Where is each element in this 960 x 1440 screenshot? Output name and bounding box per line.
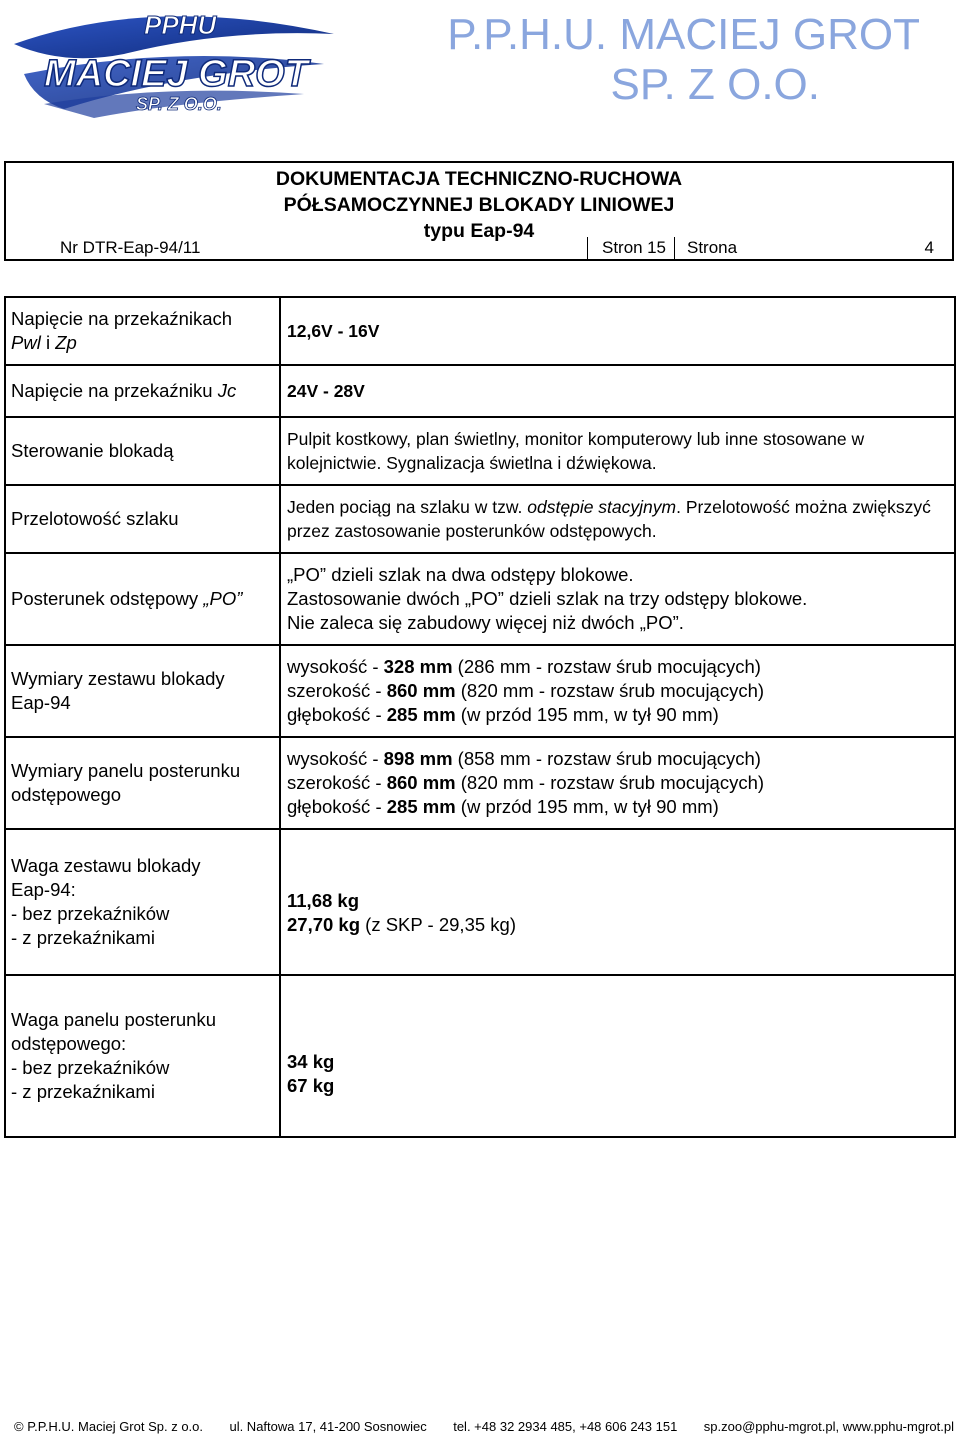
row-value: 24V - 28V <box>280 365 955 417</box>
pages-total: 15 <box>647 238 666 257</box>
specification-table <box>4 296 956 1138</box>
footer-address: ul. Naftowa 17, 41-200 Sosnowiec <box>229 1419 427 1434</box>
row-label: Sterowanie blokadą <box>5 417 280 485</box>
footer-copyright: © P.P.H.U. Maciej Grot Sp. z o.o. <box>14 1419 204 1434</box>
document-title-block <box>4 161 954 261</box>
pages-total-cell <box>587 237 674 259</box>
company-name-line2: SP. Z O.O. <box>610 60 820 109</box>
doc-title-line1: DOKUMENTACJA TECHNICZNO-RUCHOWA <box>275 168 683 190</box>
company-logo <box>4 4 340 120</box>
table-row <box>5 365 955 417</box>
row-label: Przelotowość szlaku <box>5 485 280 553</box>
row-label: Napięcie na przekaźnikach Pwl i Zp <box>5 297 280 365</box>
page-label: Strona <box>687 238 738 257</box>
logo-text-pphu: PPHU <box>144 10 217 40</box>
footer-contact: sp.zoo@pphu-mgrot.pl, www.pphu-mgrot.pl <box>703 1419 954 1434</box>
row-label: Napięcie na przekaźniku Jc <box>5 365 280 417</box>
page-number-cell <box>674 237 952 259</box>
row-label: Waga panelu posterunku odstępowego: - bez przekaźników - z przekaźnikami <box>5 975 280 1137</box>
company-name <box>360 10 920 110</box>
row-value: „PO” dzieli szlak na dwa odstępy blokowe. Zastosowanie dwóch „PO” dzieli szlak na trzy odstępy blokowe. Nie zaleca się zabudowy więcej niż dwóch „PO”. <box>280 553 955 645</box>
row-label: Waga zestawu blokady Eap-94: - bez przekaźników - z przekaźnikami <box>5 829 280 975</box>
table-row <box>5 553 955 645</box>
page-footer <box>14 1418 954 1436</box>
row-value: wysokość - 328 mm (286 mm - rozstaw śrub mocujących) szerokość - 860 mm (820 mm - rozstaw śrub mocujących) głębokość - 285 mm (w przód 195 mm, w tył 90 mm) <box>280 645 955 737</box>
table-row <box>5 645 955 737</box>
doc-number: Nr DTR-Eap-94/11 <box>60 238 201 257</box>
doc-info-row <box>6 237 952 259</box>
doc-title-line2: PÓŁSAMOCZYNNEJ BLOKADY LINIOWEJ <box>283 194 675 216</box>
table-row <box>5 829 955 975</box>
row-value: 34 kg 67 kg <box>280 975 955 1137</box>
table-row <box>5 297 955 365</box>
row-value: Pulpit kostkowy, plan świetlny, monitor komputerowy lub inne stosowane w kolejnictwie. Sygnalizacja świetlna i dźwiękowa. <box>280 417 955 485</box>
table-row <box>5 485 955 553</box>
footer-phone: tel. +48 32 2934 485, +48 606 243 151 <box>453 1419 678 1434</box>
table-row <box>5 417 955 485</box>
row-label: Posterunek odstępowy „PO” <box>5 553 280 645</box>
row-label: Wymiary zestawu blokady Eap-94 <box>5 645 280 737</box>
row-value: 12,6V - 16V <box>280 297 955 365</box>
pages-label: Stron <box>602 238 643 257</box>
table-row <box>5 975 955 1137</box>
table-row <box>5 737 955 829</box>
logo-text-name: MACIEJ GROT <box>44 53 308 95</box>
company-name-line1: P.P.H.U. MACIEJ GROT <box>447 10 920 59</box>
row-value: wysokość - 898 mm (858 mm - rozstaw śrub mocujących) szerokość - 860 mm (820 mm - rozstaw śrub mocujących) głębokość - 285 mm (w przód 195 mm, w tył 90 mm) <box>280 737 955 829</box>
logo-text-spzoo: SP. Z O.O. <box>136 94 222 114</box>
row-label: Wymiary panelu posterunku odstępowego <box>5 737 280 829</box>
row-value: 11,68 kg 27,70 kg (z SKP - 29,35 kg) <box>280 829 955 975</box>
page-number: 4 <box>924 238 934 257</box>
doc-title-line3: typu Eap-94 <box>423 220 535 242</box>
row-value: Jeden pociąg na szlaku w tzw. odstępie stacyjnym. Przelotowość można zwiększyć przez zastosowanie posterunków odstępowych. <box>280 485 955 553</box>
